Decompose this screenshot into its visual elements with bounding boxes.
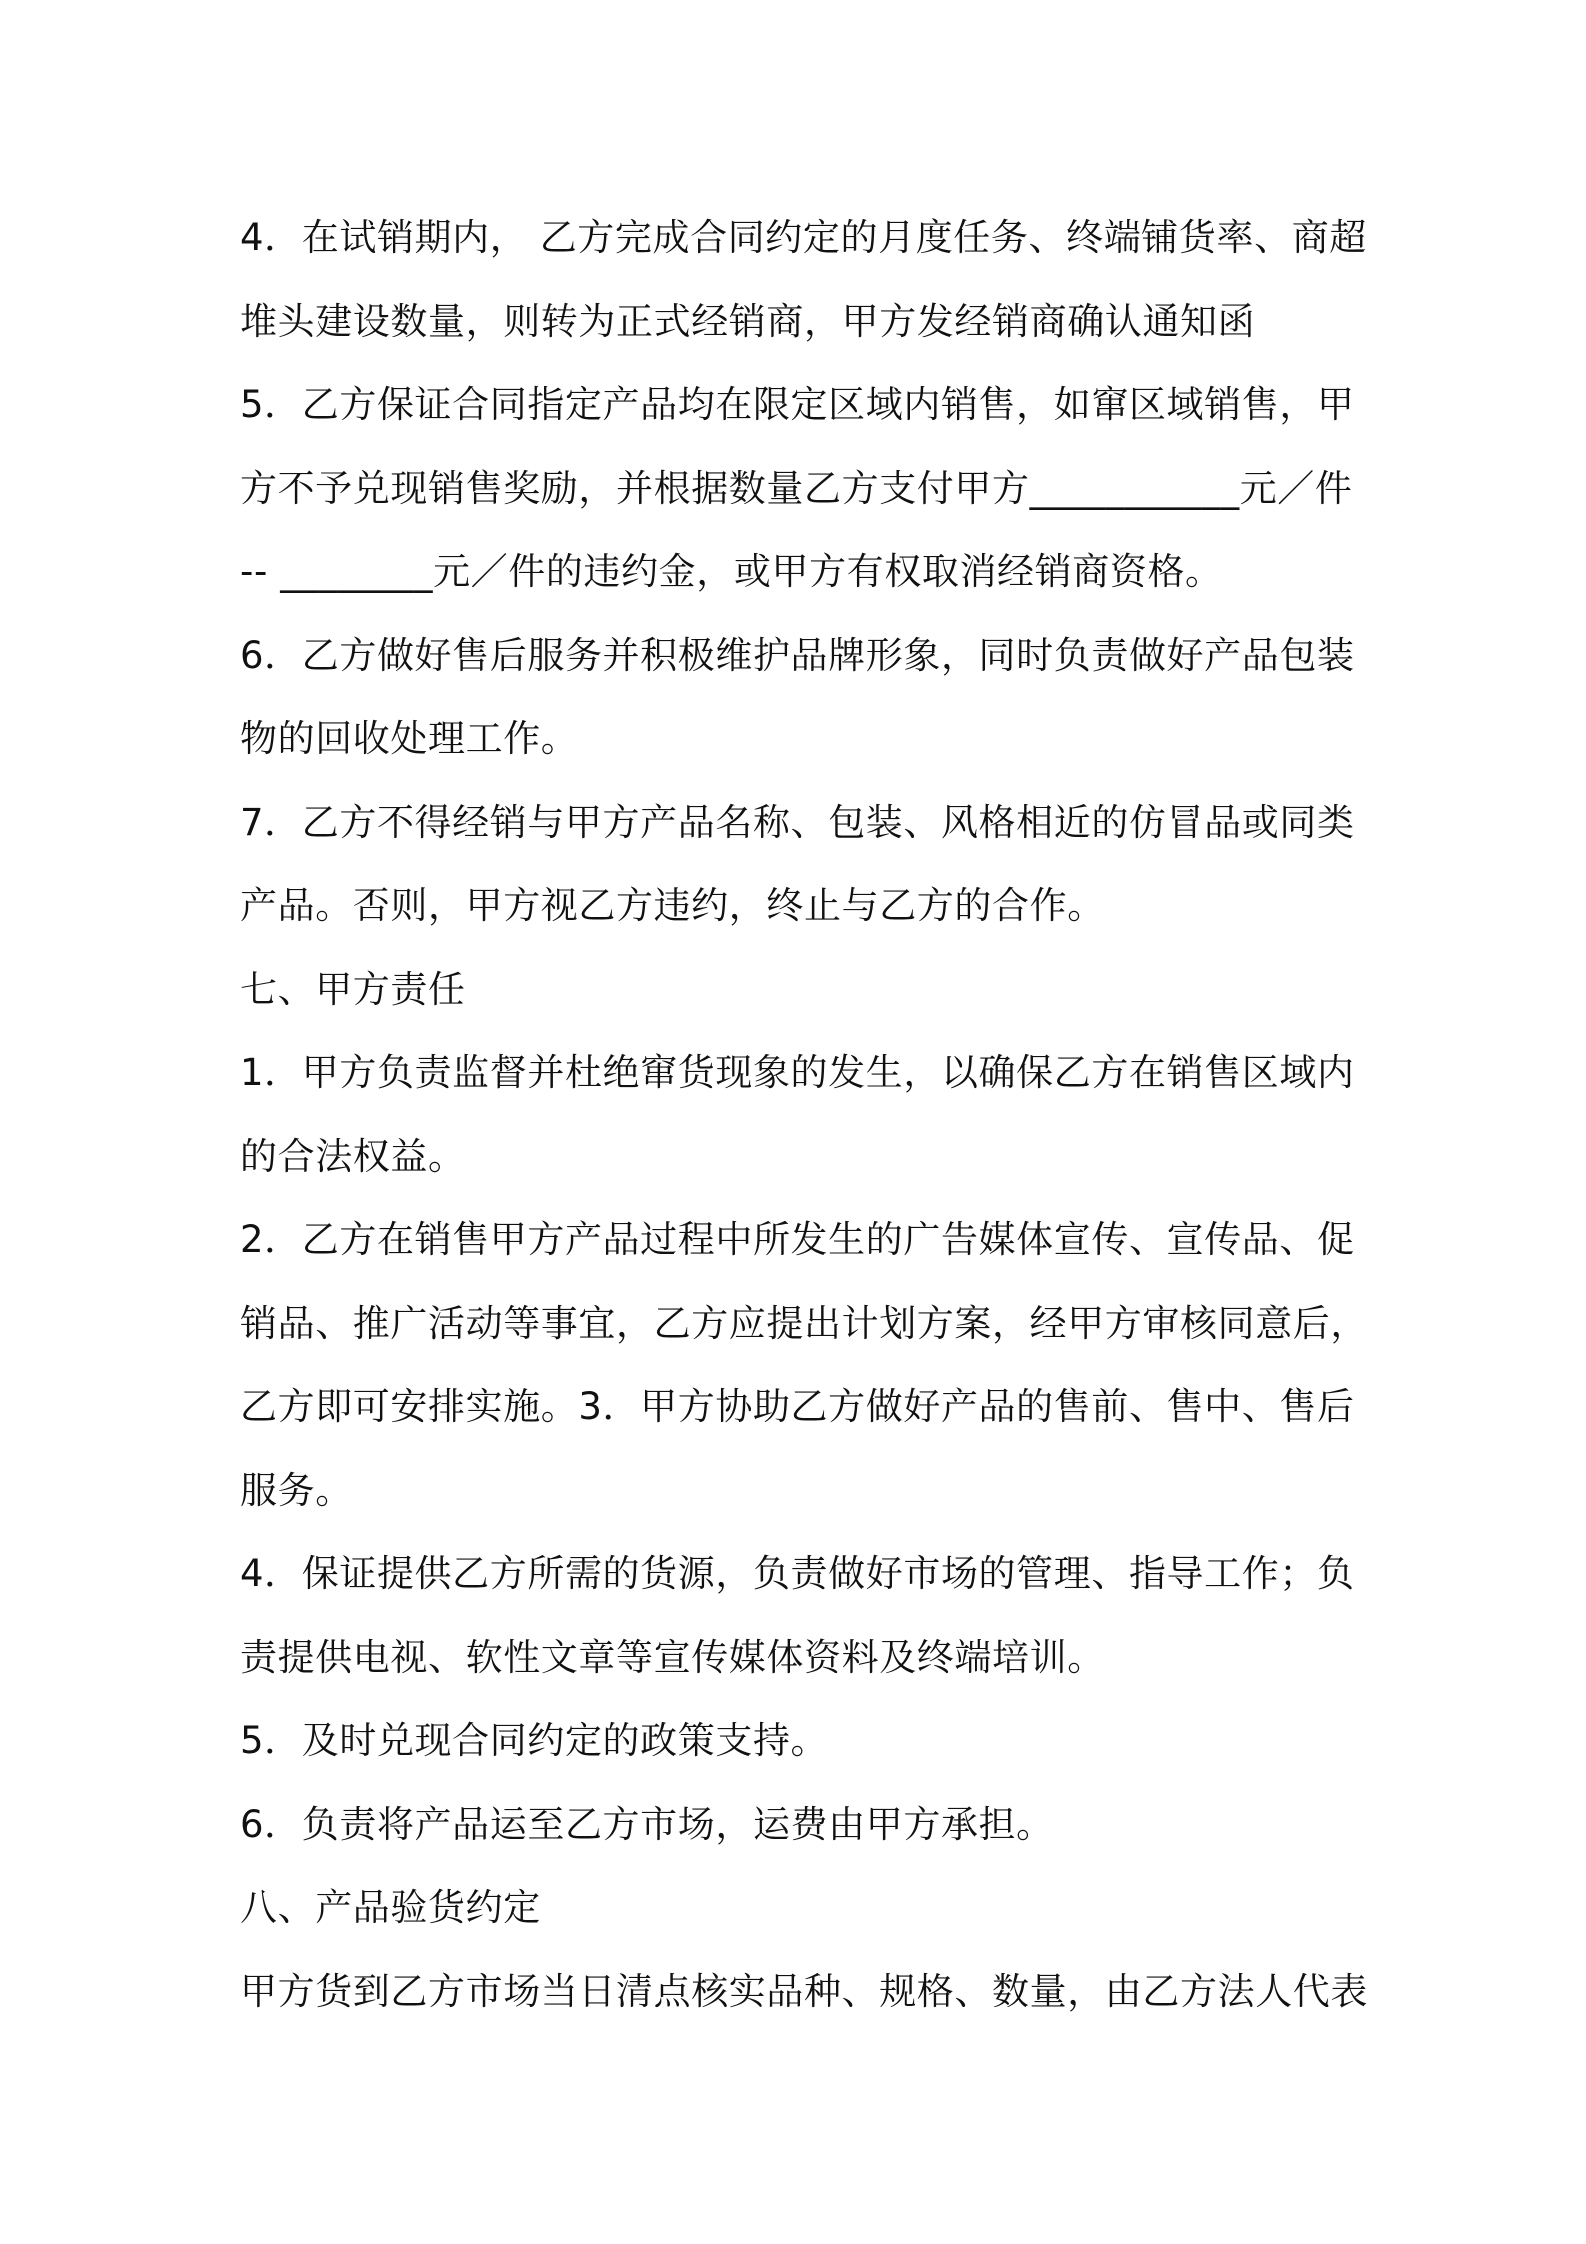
text-line: 6．负责将产品运至乙方市场，运费由甲方承担。 bbox=[240, 1802, 1054, 1846]
section-heading: 七、甲方责任 bbox=[240, 967, 466, 1011]
text-line: 乙方即可安排实施。3．甲方协助乙方做好产品的售前、售中、售后 bbox=[240, 1385, 1355, 1428]
text-line: 2．乙方在销售甲方产品过程中所发生的广告媒体宣传、宣传品、促 bbox=[240, 1218, 1355, 1261]
text-line: 4．保证提供乙方所需的货源，负责做好市场的管理、指导工作；负 bbox=[240, 1552, 1355, 1595]
text-line: -- ________元／件的违约金，或甲方有权取消经销商资格。 bbox=[240, 550, 1223, 593]
text-line: 5．及时兑现合同约定的政策支持。 bbox=[240, 1719, 829, 1762]
text-line: 方不予兑现销售奖励，并根据数量乙方支付甲方___________元／件 bbox=[240, 466, 1353, 510]
text-line: 7．乙方不得经销与甲方产品名称、包装、风格相近的仿冒品或同类 bbox=[240, 800, 1355, 844]
text-line: 甲方货到乙方市场当日清点核实品种、规格、数量，由乙方法人代表 bbox=[240, 1969, 1368, 2013]
text-line: 销品、推广活动等事宜，乙方应提出计划方案，经甲方审核同意后， bbox=[240, 1301, 1368, 1345]
text-line: 服务。 bbox=[240, 1468, 353, 1512]
text-line: 的合法权益。 bbox=[240, 1134, 466, 1178]
text-line: 6．乙方做好售后服务并积极维护品牌形象，同时负责做好产品包装 bbox=[240, 633, 1355, 677]
text-line: 4．在试销期内， 乙方完成合同约定的月度任务、终端铺货率、商超 bbox=[240, 216, 1367, 259]
text-line: 5．乙方保证合同指定产品均在限定区域内销售，如窜区域销售，甲 bbox=[240, 383, 1355, 426]
section-heading: 八、产品验货约定 bbox=[240, 1886, 541, 1929]
document-body bbox=[240, 196, 1368, 2033]
text-line: 物的回收处理工作。 bbox=[240, 717, 579, 760]
text-line: 堆头建设数量，则转为正式经销商，甲方发经销商确认通知函 bbox=[240, 299, 1256, 343]
text-line: 1．甲方负责监督并杜绝窜货现象的发生，以确保乙方在销售区域内 bbox=[240, 1051, 1355, 1094]
text-line: 责提供电视、软性文章等宣传媒体资料及终端培训。 bbox=[240, 1635, 1105, 1679]
text-line: 产品。否则，甲方视乙方违约，终止与乙方的合作。 bbox=[240, 884, 1105, 927]
